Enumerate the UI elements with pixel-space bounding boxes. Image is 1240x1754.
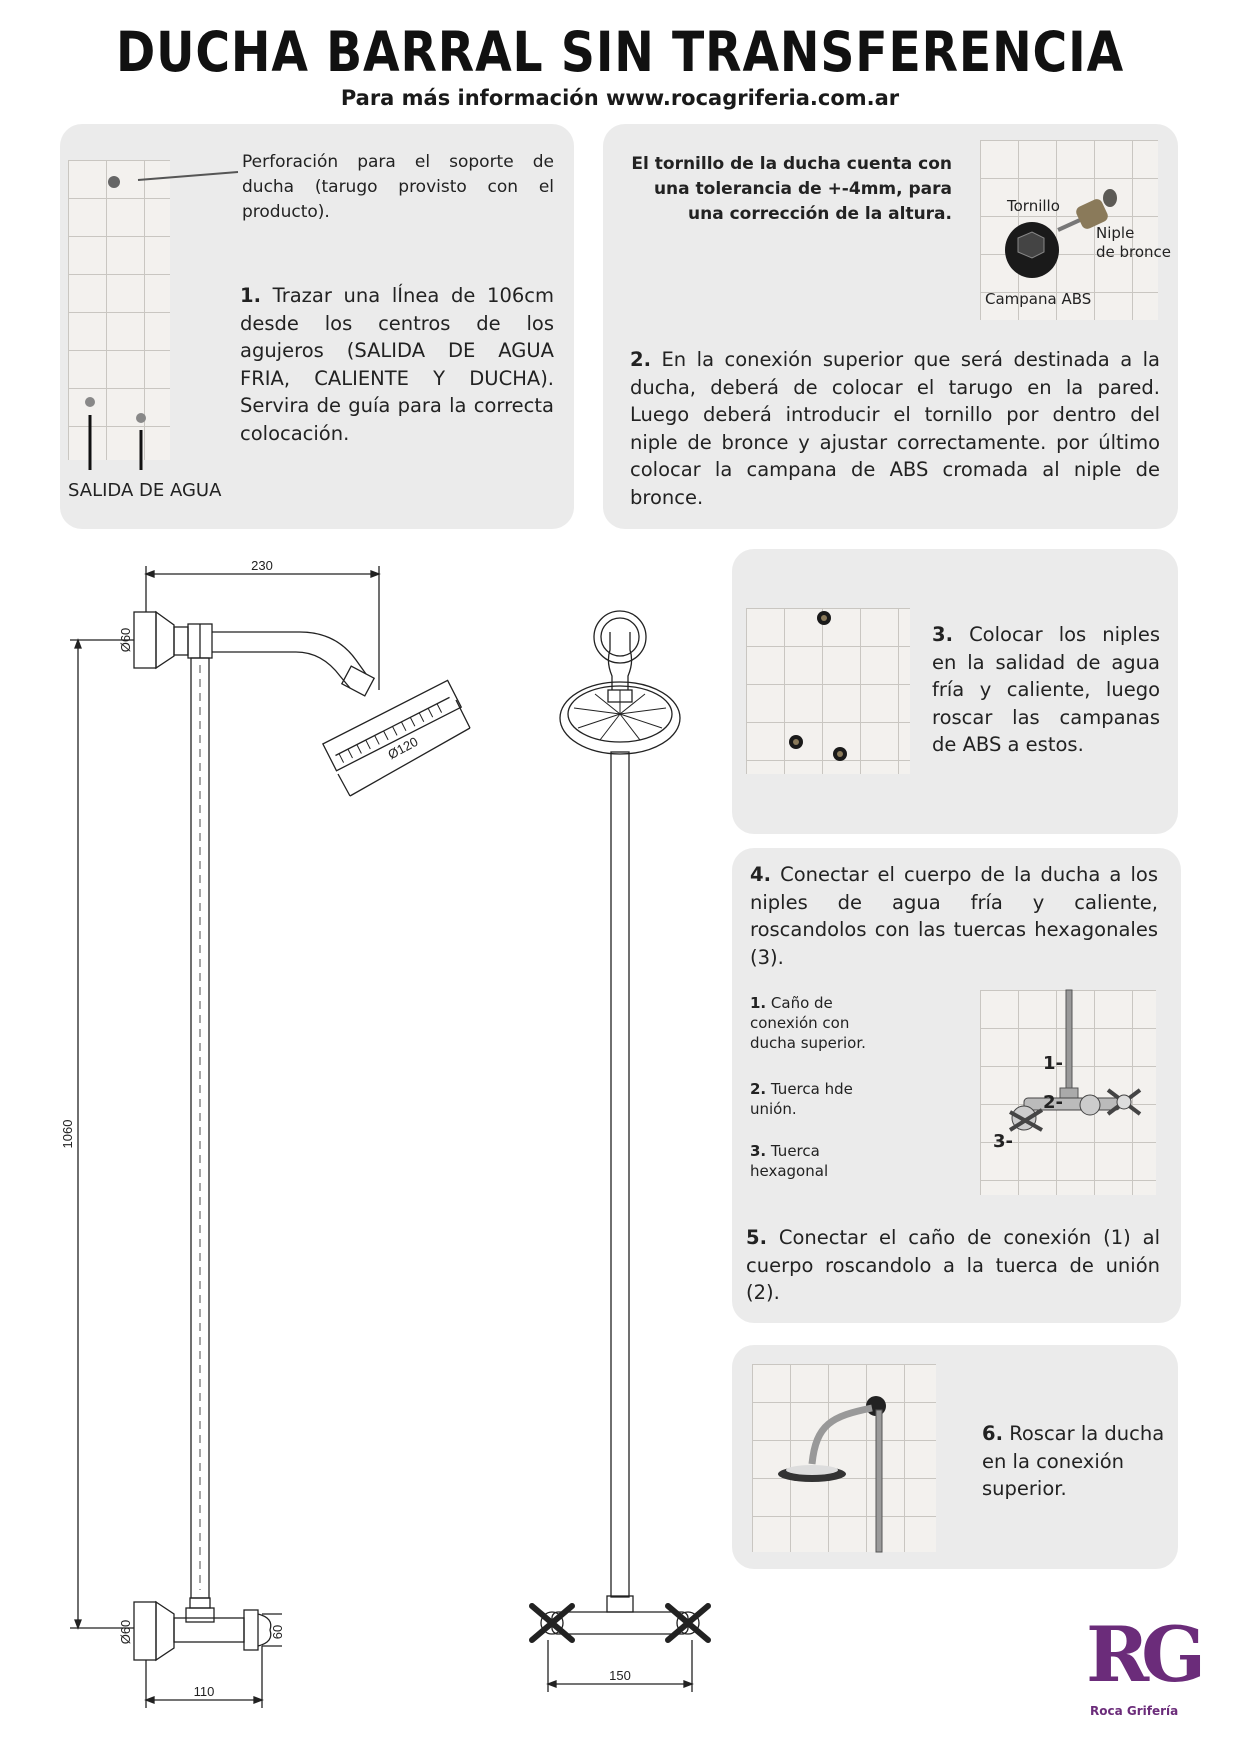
step-number-1: 1.	[240, 284, 261, 307]
callout-3: 3-	[993, 1131, 1013, 1152]
dim-60-right: 60	[270, 1624, 285, 1640]
label-niple: Niple	[1096, 224, 1135, 242]
part-2: 2. Tuerca hde unión.	[750, 1080, 853, 1118]
panel4-step	[750, 861, 1158, 971]
logo-name: Roca Grifería	[1090, 1704, 1179, 1718]
step-number-5: 5.	[746, 1226, 767, 1249]
dim-60-bottom: Ø60	[118, 1619, 133, 1645]
dim-230: 230	[251, 558, 273, 573]
step-text-3: Colocar los niples en la salidad de agua fría y caliente, luego roscar las campanas de ABS a estos.	[932, 623, 1161, 756]
logo-letters: RG	[1086, 1610, 1199, 1699]
part-1: 1. Caño de conexión con ducha superior.	[750, 994, 866, 1052]
label-tornillo: Tornillo	[1007, 197, 1060, 215]
step-text-5: Conectar el caño de conexión (1) al cuerpo roscandolo a la tuerca de unión (2).	[746, 1226, 1160, 1304]
panel2-note: El tornillo de la ducha cuenta con una tolerancia de +-4mm, para una corrección de la altura.	[631, 154, 952, 224]
shower-head-installed-illustration	[752, 1364, 936, 1552]
step-number-2: 2.	[630, 348, 651, 371]
label-salida-de-agua: SALIDA DE AGUA	[68, 480, 222, 501]
callout-2: 2-	[1043, 1092, 1063, 1113]
step-text-1: Trazar una lÍnea de 106cm desde los centros de los agujeros (SALIDA DE AGUA FRIA, CALIENTE Y DUCHA). Servira de guía para la correcta colocación.	[240, 284, 554, 445]
panel1-note: Perforación para el soporte de ducha (tarugo provisto con el producto).	[242, 152, 554, 222]
step-text-4: Conectar el cuerpo de la ducha a los niples de agua fría y caliente, roscandolos con las tuercas hexagonales (3).	[750, 863, 1158, 969]
panel5-step	[746, 1224, 1160, 1307]
panel6-step	[982, 1420, 1172, 1503]
part-3: 3. Tuerca hexagonal	[750, 1142, 829, 1180]
step-number-3: 3.	[932, 623, 953, 646]
dim-110: 110	[193, 1684, 215, 1699]
label-campana-abs: Campana ABS	[985, 290, 1092, 308]
label-de-bronce: de bronce	[1096, 243, 1172, 261]
niples-illustration	[746, 608, 910, 774]
step-number-6: 6.	[982, 1422, 1003, 1445]
dim-120: Ø120	[385, 733, 421, 763]
step-text-6: Roscar la ducha en la conexión superior.	[982, 1422, 1165, 1500]
callout-1: 1-	[1043, 1053, 1063, 1074]
step-number-4: 4.	[750, 863, 771, 886]
step-text-2: En la conexión superior que será destinada a la ducha, deberá de colocar el tarugo en la pared. Luego deberá introducir el tornillo por dentro del niple de bronce y ajustar correctamente. por último colocar la campana de ABS cromada al niple de bronce.	[630, 348, 1161, 509]
page-subtitle: Para más información www.rocagriferia.com.ar	[340, 86, 900, 110]
panel3-step	[932, 621, 1160, 759]
page-title: DUCHA BARRAL SIN TRANSFERENCIA	[115, 20, 1125, 84]
dim-1060: 1060	[60, 1119, 75, 1149]
mixer-body-illustration	[980, 990, 1156, 1195]
dim-60-top: Ø60	[118, 627, 133, 653]
dim-150: 150	[609, 1668, 631, 1683]
